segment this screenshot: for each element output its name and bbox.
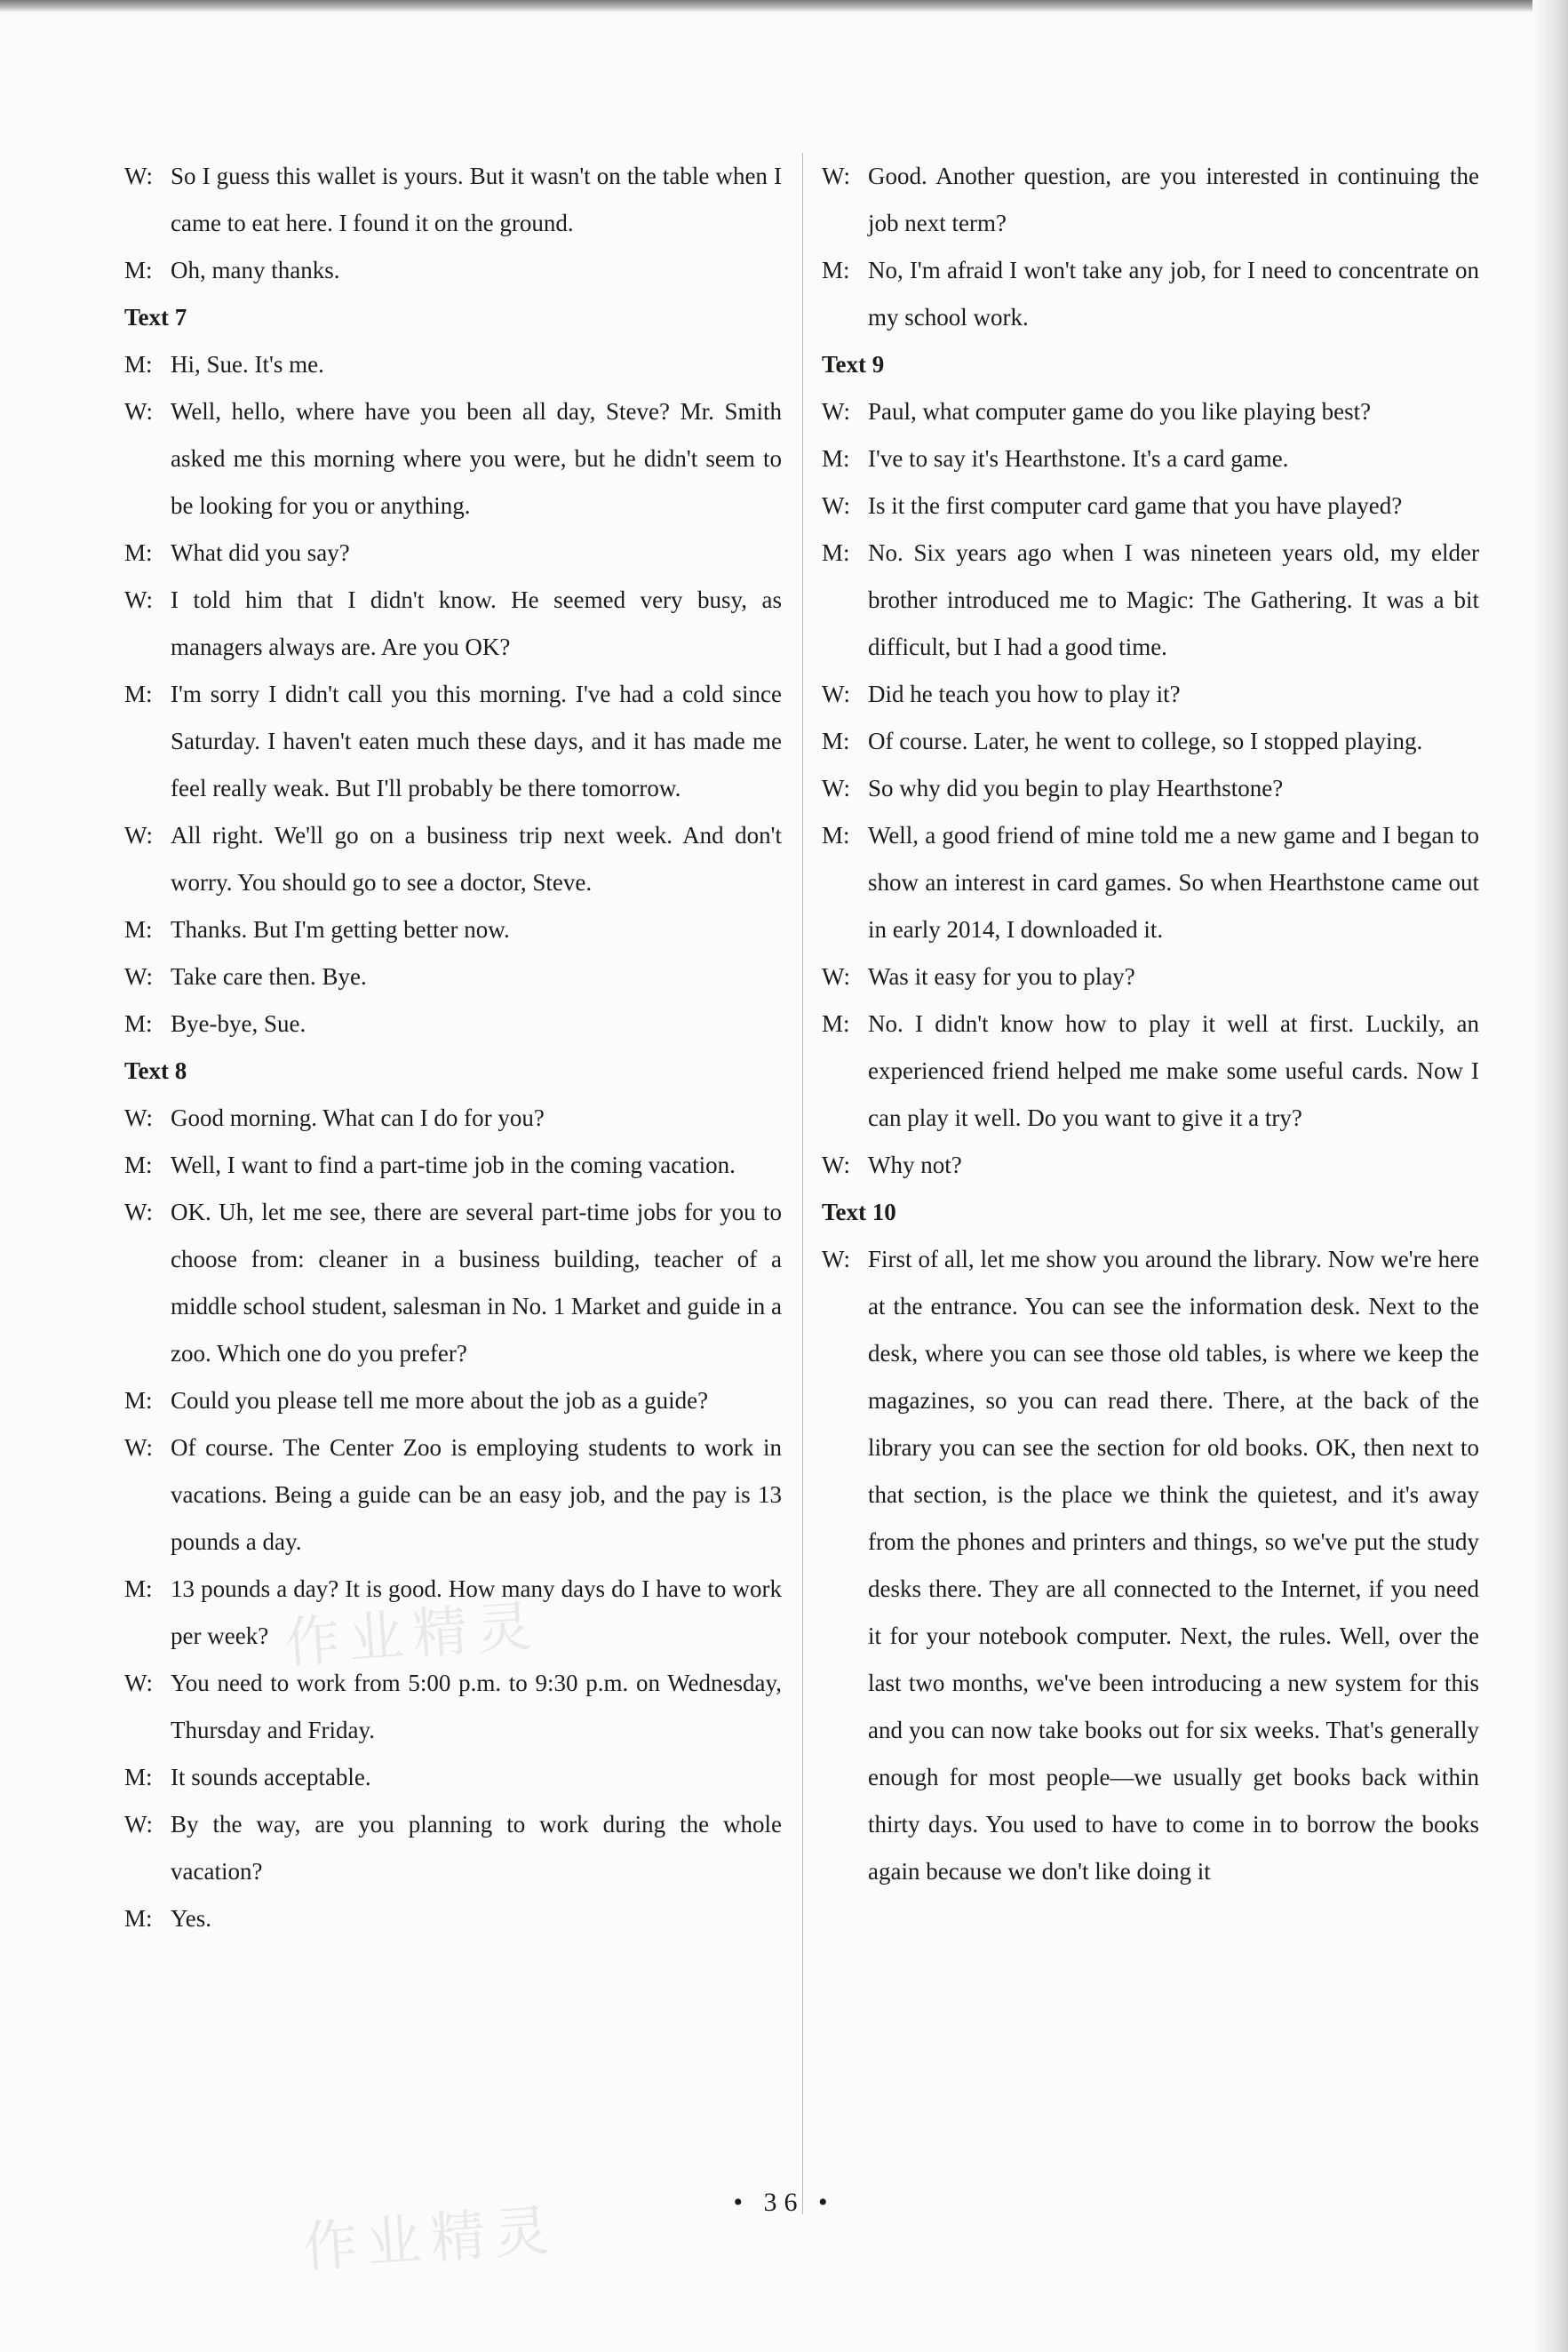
utterance-text: Could you please tell me more about the job as a guide? xyxy=(171,1387,709,1414)
dialogue-line xyxy=(124,906,782,953)
speaker-label: W: xyxy=(822,681,850,707)
dialogue-line xyxy=(124,577,782,671)
speaker-label: W: xyxy=(822,492,850,519)
utterance-text: Good morning. What can I do for you? xyxy=(171,1104,545,1131)
dialogue-line xyxy=(822,765,1479,812)
utterance-text: First of all, let me show you around the library. Now we're here at the entrance. You can see the information desk. Next to the desk, where you can see those old tables, is where we keep the magazines, so you can read there. There, at the back of the library you can see the section for old books. OK, then next to that section, is the place we think the quietest, and it's away from the phones and printers and things, so we've put the study desks there. They are all connected to the Internet, if you need it for your notebook computer. Next, the rules. Well, over the last two months, we've been introducing a new system for this and you can now take books out for six weeks. That's generally enough for most people—we usually get books back within thirty days. You used to have to come in to borrow the books again because we don't like doing it xyxy=(868,1246,1479,1885)
dialogue-line xyxy=(124,1189,782,1377)
utterance-text: Well, I want to find a part-time job in the coming vacation. xyxy=(171,1152,736,1178)
speaker-label: M: xyxy=(124,916,153,943)
page-number: • 36 • xyxy=(733,2188,835,2217)
speaker-label: M: xyxy=(822,257,850,283)
utterance-text: Oh, many thanks. xyxy=(171,257,340,283)
dialogue-line xyxy=(124,1754,782,1801)
utterance-text: I'm sorry I didn't call you this morning. I've had a cold since Saturday. I haven't eaten much these days, and it has made me feel really weak. But I'll probably be there tomorrow. xyxy=(171,681,782,801)
speaker-label: M: xyxy=(124,1905,153,1932)
speaker-label: W: xyxy=(124,1199,153,1225)
section-heading: Text 7 xyxy=(124,304,187,331)
dialogue-line xyxy=(822,530,1479,671)
speaker-label: W: xyxy=(124,1434,153,1461)
speaker-label: W: xyxy=(124,586,153,613)
speaker-label: M: xyxy=(822,728,850,754)
dialogue-line xyxy=(124,530,782,577)
utterance-text: Of course. The Center Zoo is employing students to work in vacations. Being a guide can be an easy job, and the pay is 13 pounds a day. xyxy=(171,1434,782,1555)
speaker-label: W: xyxy=(124,963,153,990)
speaker-label: M: xyxy=(124,681,153,707)
speaker-label: W: xyxy=(822,775,850,801)
dialogue-line xyxy=(822,718,1479,765)
utterance-text: You need to work from 5:00 p.m. to 9:30 p.m. on Wednesday, Thursday and Friday. xyxy=(171,1670,782,1743)
section-heading: Text 10 xyxy=(822,1199,896,1225)
speaker-label: M: xyxy=(124,539,153,566)
dialogue-line xyxy=(822,1001,1479,1142)
utterance-text: What did you say? xyxy=(171,539,350,566)
speaker-label: M: xyxy=(822,822,850,849)
dialogue-line xyxy=(124,1095,782,1142)
speaker-label: W: xyxy=(124,163,153,189)
dialogue-line xyxy=(124,671,782,812)
utterance-text: Did he teach you how to play it? xyxy=(868,681,1181,707)
utterance-text: Thanks. But I'm getting better now. xyxy=(171,916,510,943)
watermark: 作业精灵 xyxy=(300,2197,561,2280)
utterance-text: No. I didn't know how to play it well at first. Luckily, an experienced friend helped me make some useful cards. Now I can play it well. Do you want to give it a try? xyxy=(868,1010,1479,1131)
utterance-text: So I guess this wallet is yours. But it wasn't on the table when I came to eat here. I found it on the ground. xyxy=(171,163,782,236)
speaker-label: M: xyxy=(822,539,850,566)
speaker-label: W: xyxy=(124,1811,153,1838)
speaker-label: M: xyxy=(124,1387,153,1414)
speaker-label: W: xyxy=(822,1152,850,1178)
utterance-text: Paul, what computer game do you like playing best? xyxy=(868,398,1372,425)
utterance-text: Well, hello, where have you been all day, Steve? Mr. Smith asked me this morning where you were, but he didn't seem to be looking for you or anything. xyxy=(171,398,782,519)
dialogue-line xyxy=(124,341,782,388)
section-heading: Text 8 xyxy=(124,1057,187,1084)
utterance-text: Bye-bye, Sue. xyxy=(171,1010,306,1037)
dialogue-line xyxy=(124,1377,782,1424)
speaker-label: W: xyxy=(822,398,850,425)
dialogue-line xyxy=(822,435,1479,482)
speaker-label: M: xyxy=(124,1010,153,1037)
utterance-text: Yes. xyxy=(171,1905,212,1932)
speaker-label: W: xyxy=(822,1246,850,1272)
speaker-label: M: xyxy=(124,351,153,378)
dialogue-line xyxy=(124,953,782,1001)
speaker-label: W: xyxy=(124,1670,153,1696)
utterance-text: All right. We'll go on a business trip next week. And don't worry. You should go to see a doctor, Steve. xyxy=(171,822,782,896)
dialogue-line xyxy=(124,247,782,294)
utterance-text: Hi, Sue. It's me. xyxy=(171,351,324,378)
utterance-text: No. Six years ago when I was nineteen years old, my elder brother introduced me to Magic: The Gathering. It was a bit difficult, but I had a good time. xyxy=(868,539,1479,660)
speaker-label: M: xyxy=(822,1010,850,1037)
speaker-label: W: xyxy=(124,822,153,849)
dialogue-line xyxy=(124,388,782,530)
right-column xyxy=(822,153,1479,1895)
dialogue-line xyxy=(124,1424,782,1566)
utterance-text: Good. Another question, are you interested in continuing the job next term? xyxy=(868,163,1479,236)
speaker-label: W: xyxy=(124,398,153,425)
dialogue-line xyxy=(124,1660,782,1754)
section-heading: Text 9 xyxy=(822,351,885,378)
dialogue-line xyxy=(124,1895,782,1942)
speaker-label: W: xyxy=(822,963,850,990)
dialogue-line xyxy=(822,812,1479,953)
utterance-text: OK. Uh, let me see, there are several part-time jobs for you to choose from: cleaner in a business building, teacher of a middle school student, salesman in No. 1 Market and guide in a zoo. Which one do you prefer? xyxy=(171,1199,782,1367)
utterance-text: I told him that I didn't know. He seemed very busy, as managers always are. Are you OK? xyxy=(171,586,782,660)
dialogue-line xyxy=(822,247,1479,341)
speaker-label: W: xyxy=(822,163,850,189)
utterance-text: No, I'm afraid I won't take any job, for I need to concentrate on my school work. xyxy=(868,257,1479,331)
page-edge-shadow xyxy=(1532,0,1568,2352)
dialogue-line xyxy=(124,812,782,906)
dialogue-line xyxy=(124,1801,782,1895)
dialogue-line xyxy=(822,482,1479,530)
dialogue-line xyxy=(822,953,1479,1001)
dialogue-line xyxy=(124,153,782,247)
dialogue-line xyxy=(822,153,1479,247)
dialogue-line xyxy=(822,1236,1479,1895)
dialogue-line xyxy=(822,1142,1479,1189)
speaker-label: W: xyxy=(124,1104,153,1131)
utterance-text: It sounds acceptable. xyxy=(171,1764,371,1790)
watermark: 作业精灵 xyxy=(283,1593,543,1676)
utterance-text: I've to say it's Hearthstone. It's a card game. xyxy=(868,445,1289,472)
dialogue-line xyxy=(822,388,1479,435)
left-column xyxy=(124,153,782,1942)
utterance-text: Take care then. Bye. xyxy=(171,963,367,990)
utterance-text: Was it easy for you to play? xyxy=(868,963,1135,990)
utterance-text: Of course. Later, he went to college, so I stopped playing. xyxy=(868,728,1423,754)
utterance-text: Is it the first computer card game that you have played? xyxy=(868,492,1403,519)
utterance-text: 13 pounds a day? It is good. How many days do I have to work per week? xyxy=(171,1575,782,1649)
column-divider xyxy=(802,153,803,2214)
utterance-text: Well, a good friend of mine told me a new game and I began to show an interest in card games. So when Hearthstone came out in early 2014, I downloaded it. xyxy=(868,822,1479,943)
dialogue-line xyxy=(124,1142,782,1189)
speaker-label: M: xyxy=(124,1575,153,1602)
utterance-text: By the way, are you planning to work during the whole vacation? xyxy=(171,1811,782,1885)
utterance-text: Why not? xyxy=(868,1152,962,1178)
dialogue-line xyxy=(822,671,1479,718)
speaker-label: M: xyxy=(124,257,153,283)
speaker-label: M: xyxy=(124,1152,153,1178)
utterance-text: So why did you begin to play Hearthstone? xyxy=(868,775,1284,801)
dialogue-line xyxy=(124,1001,782,1048)
speaker-label: M: xyxy=(124,1764,153,1790)
top-rule xyxy=(0,0,1568,12)
speaker-label: M: xyxy=(822,445,850,472)
